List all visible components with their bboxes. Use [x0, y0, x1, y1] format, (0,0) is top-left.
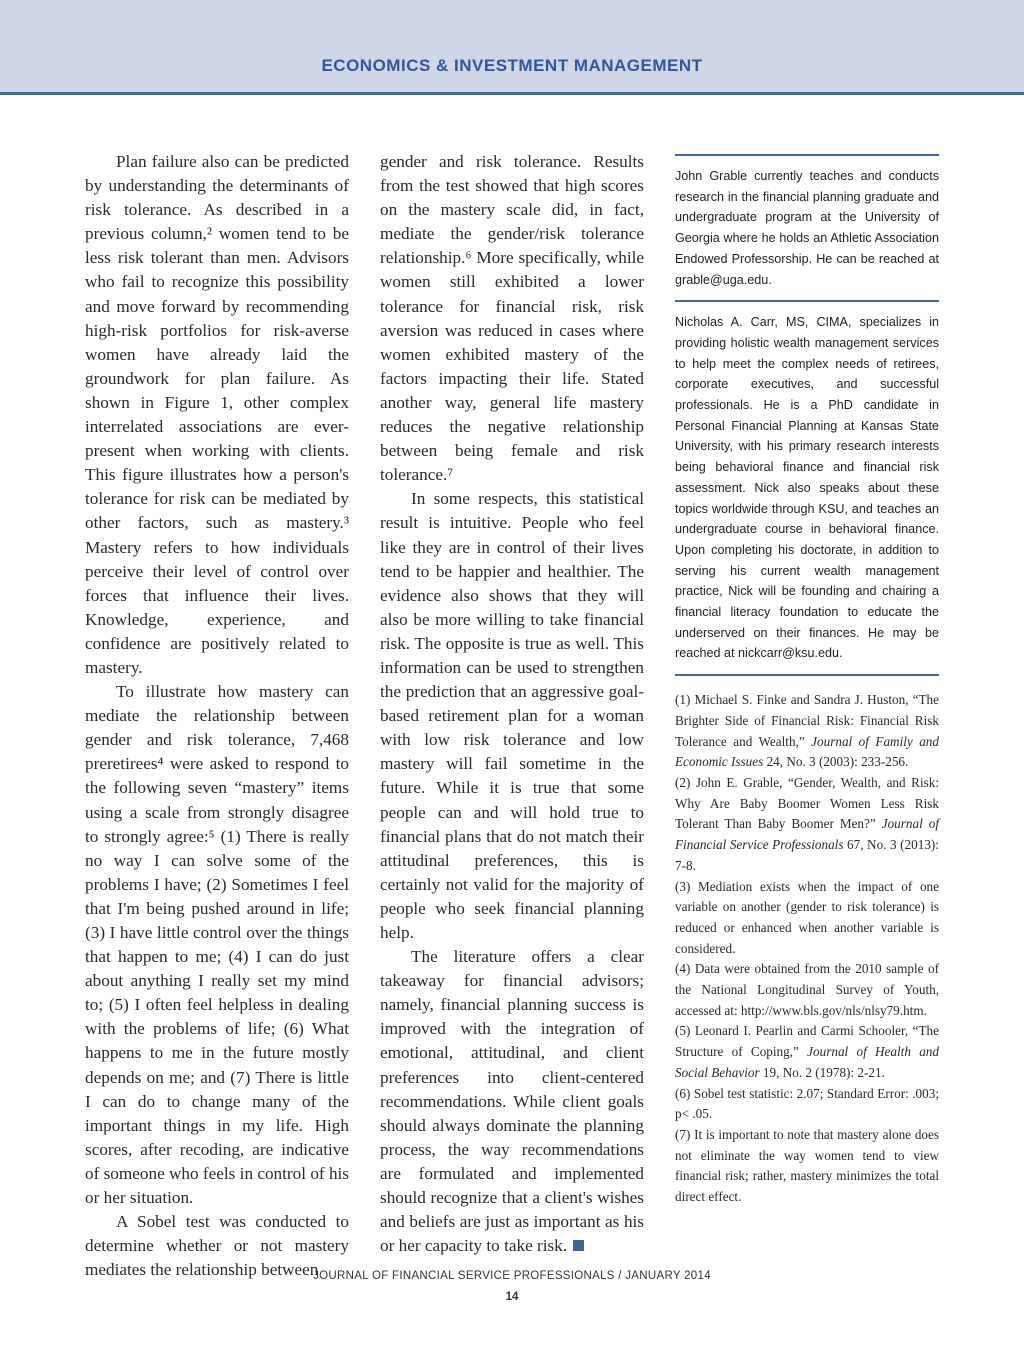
author-bio-carr: Nicholas A. Carr, MS, CIMA, specializes in providing holistic wealth management services to help meet the complex needs of retirees, corporate executives, and successful professionals. He is a PhD candidate in Personal Financial Planning at Kansas State University, with his primary research interests being behavioral finance and financial risk assessment. Nick also speaks about these topics worldwide through KSU, and teaches an undergraduate course in behavioral finance. Upon completing his doctorate, in addition to serving his current wealth management practice, Nick will be founding and chairing a financial literacy foundation to educate the underserved on their finances. He may be reached at nickcarr@ksu.edu. — [675, 315, 939, 661]
paragraph — [380, 945, 644, 1258]
end-of-article-mark — [573, 1240, 584, 1251]
paragraph: Plan failure also can be predicted by understanding the determinants of risk tolerance. As described in a previous column,² women tend to be less risk tolerant than men. Advisors who fail to recognize this possibility and move forward by recommending high-risk portfolios for risk-averse women have already laid the groundwork for plan failure. As shown in Figure 1, other complex interrelated associations are ever-present when working with clients. This figure illustrates how a person's tolerance for risk can be mediated by other factors, such as mastery.³ Mastery refers to how individuals perceive their level of control over forces that influence their lives. Knowledge, experience, and confidence are positively related to mastery. — [85, 152, 349, 677]
endnote: (7) It is important to note that mastery alone does not eliminate the way women tend to view financial risk; rather, mastery minimizes the total direct effect. — [675, 1126, 939, 1205]
endnote: (2) John E. Grable, “Gender, Wealth, and Risk: Why Are Baby Boomer Women Less Risk Tolerant Than Baby Boomer Men?” Journal of Financial Service Professionals 67, No. 3 (2013): 7-8. — [675, 774, 939, 873]
paragraph: gender and risk tolerance. Results from the test showed that high scores on the mastery scale did, in fact, mediate the gender/risk tolerance relationship.⁶ More specifically, while women still exhibited a lower tolerance for financial risk, risk aversion was reduced in cases where women exhibited mastery of the factors impacting their life. Stated another way, general life mastery reduces the negative relationship between being female and risk tolerance.⁷ — [380, 152, 644, 485]
paragraph: A Sobel test was conducted to determine whether or not mastery mediates the relationship between — [85, 1212, 349, 1280]
paragraph-text: The literature offers a clear takeaway for financial advisors; namely, financial planning success is improved with the integration of emotional, attitudinal, and client preferences into client-centered recommendations. While client goals should always dominate the planning process, the way recommendations are formulated and implemented should recognize that a client's wishes and beliefs are just as important as his or her capacity to take risk. — [380, 947, 644, 1256]
divider — [675, 154, 939, 156]
column-1 — [85, 150, 349, 1282]
endnote: (1) Michael S. Finke and Sandra J. Huston, “The Brighter Side of Financial Risk: Financial Risk Tolerance and Wealth,” Journal of Family and Economic Issues 24, No. 3 (2003): 233-256. — [675, 692, 939, 770]
footer-journal: JOURNAL OF FINANCIAL SERVICE PROFESSIONALS / JANUARY 2014 — [313, 1270, 711, 1282]
paragraph: In some respects, this statistical result is intuitive. People who feel like they are in control of their lives tend to be happier and healthier. The evidence also shows that they will also be more willing to take financial risk. The opposite is true as well. This information can be used to strengthen the prediction that an aggressive goal-based retirement plan for a woman with low risk tolerance and low mastery will fail sometime in the future. While it is true that some people can and will hold true to financial plans that do not match their attitudinal preferences, this is certainly not valid for the majority of people who seek financial planning help. — [380, 489, 644, 942]
page-number: 14 — [505, 1291, 519, 1303]
header-band — [0, 0, 1024, 92]
endnote: (3) Mediation exists when the impact of one variable on another (gender to risk tolerance) is reduced or enhanced when another variable is considered. — [675, 878, 939, 956]
author-bio-grable: John Grable currently teaches and conducts research in the financial planning graduate and undergraduate program at the University of Georgia where he holds an Athletic Association Endowed Professorship. He can be reached at grable@uga.edu. — [675, 169, 939, 287]
endnote: (6) Sobel test statistic: 2.07; Standard Error: .003; p< .05. — [675, 1085, 939, 1122]
section-title: ECONOMICS & INVESTMENT MANAGEMENT — [321, 56, 703, 75]
endnote: (5) Leonard I. Pearlin and Carmi Schooler, “The Structure of Coping,” Journal of Health and Social Behavior 19, No. 2 (1978): 2-21. — [675, 1023, 939, 1080]
column-2 — [380, 150, 644, 1258]
column-3 — [675, 154, 939, 1208]
divider — [675, 300, 939, 302]
header-rule — [0, 92, 1024, 95]
endnotes — [675, 690, 939, 1208]
divider — [675, 674, 939, 676]
paragraph: To illustrate how mastery can mediate the relationship between gender and risk tolerance, 7,468 preretirees⁴ were asked to respond to the following seven “mastery” items using a scale from strongly disagree to strongly agree:⁵ (1) There is really no way I can solve some of the problems I have; (2) Sometimes I feel that I'm being pushed around in life; (3) I have little control over the things that happen to me; (4) I can do just about anything I really set my mind to; (5) I often feel helpless in dealing with the problems of life; (6) What happens to me in the future mostly depends on me; and (7) There is little I can do to change many of the important things in my life. High scores, after recoding, are indicative of someone who feels in control of his or her situation. — [85, 682, 349, 1208]
endnote: (4) Data were obtained from the 2010 sample of the National Longitudinal Survey of Youth, accessed at: http://www.bls.gov/nls/nlsy79.htm. — [675, 961, 939, 1018]
